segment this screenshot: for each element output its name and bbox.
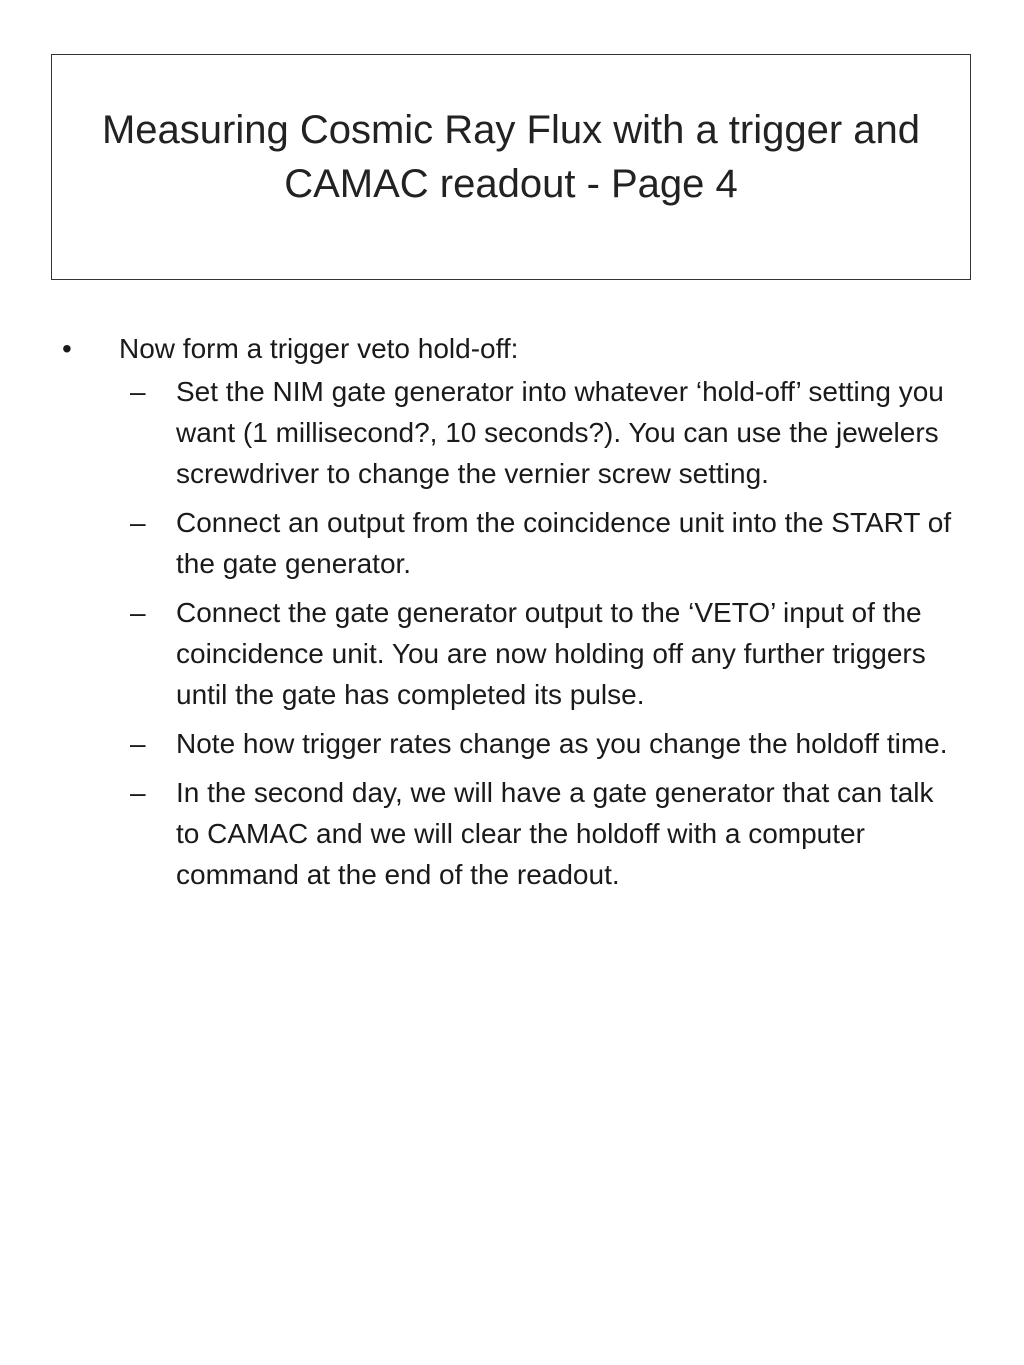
slide-body <box>60 328 960 895</box>
dash-marker: – <box>130 376 146 407</box>
bullet-marker: • <box>62 333 72 364</box>
sub-bullet-text: Connect an output from the coincidence unit into the START of the gate generator. <box>176 507 952 579</box>
main-bullet-text: Now form a trigger veto hold-off: <box>119 333 519 364</box>
dash-marker: – <box>130 777 146 808</box>
sub-bullet-item <box>60 371 960 494</box>
slide-title: Measuring Cosmic Ray Flux with a trigger and CAMAC readout - Page 4 <box>101 108 921 206</box>
title-box <box>51 54 971 280</box>
main-bullet <box>60 328 960 369</box>
sub-bullet-item <box>60 772 960 895</box>
sub-bullet-item <box>60 592 960 715</box>
sub-bullet-text: Set the NIM gate generator into whatever ‘hold-off’ setting you want (1 millisecond?, 10 seconds?). You can use the jewelers screwdriver to change the vernier screw setting. <box>176 376 944 489</box>
dash-marker: – <box>130 728 146 759</box>
dash-marker: – <box>130 507 146 538</box>
sub-bullet-item <box>60 723 960 764</box>
sub-bullet-list <box>60 371 960 895</box>
sub-bullet-text: Note how trigger rates change as you change the holdoff time. <box>176 728 948 759</box>
sub-bullet-text: In the second day, we will have a gate generator that can talk to CAMAC and we will clear the holdoff with a computer command at the end of the readout. <box>176 777 934 890</box>
sub-bullet-text: Connect the gate generator output to the ‘VETO’ input of the coincidence unit. You are now holding off any further triggers until the gate has completed its pulse. <box>176 597 926 710</box>
dash-marker: – <box>130 597 146 628</box>
sub-bullet-item <box>60 502 960 584</box>
